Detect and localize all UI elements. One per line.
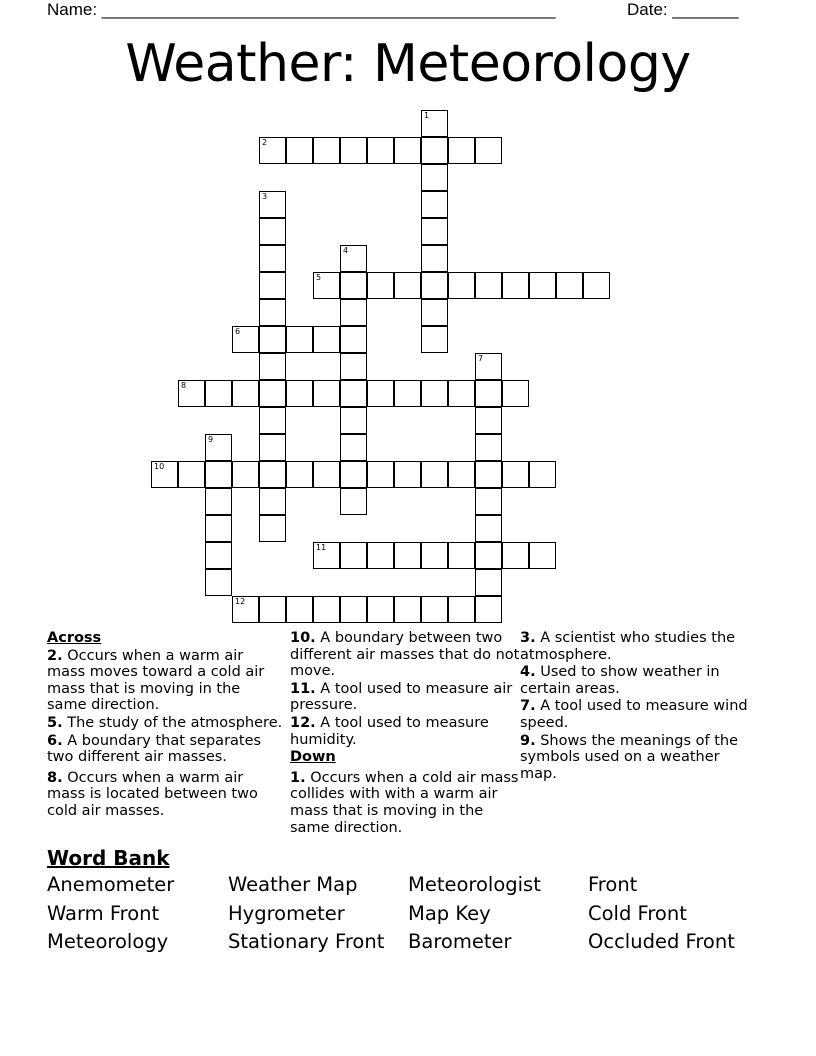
grid-cell[interactable]: [286, 326, 313, 353]
grid-cell[interactable]: [340, 245, 367, 272]
grid-cell[interactable]: [151, 461, 178, 488]
grid-cell[interactable]: [340, 434, 367, 461]
grid-cell[interactable]: [313, 542, 340, 569]
grid-cell[interactable]: [340, 596, 367, 623]
grid-cell[interactable]: [502, 542, 529, 569]
grid-cell[interactable]: [394, 542, 421, 569]
across-heading: Across: [47, 630, 102, 646]
grid-cell[interactable]: [421, 110, 448, 137]
grid-cell[interactable]: [421, 218, 448, 245]
grid-cell[interactable]: [448, 542, 475, 569]
grid-cell[interactable]: [340, 380, 367, 407]
grid-cell[interactable]: [313, 596, 340, 623]
grid-cell[interactable]: [421, 245, 448, 272]
grid-cell[interactable]: [259, 407, 286, 434]
grid-cell[interactable]: [205, 515, 232, 542]
grid-cell[interactable]: [421, 299, 448, 326]
clue-number: 6: [235, 327, 241, 336]
grid-cell[interactable]: [205, 542, 232, 569]
grid-cell[interactable]: [475, 137, 502, 164]
clue-number: 8: [181, 381, 187, 390]
grid-cell[interactable]: [259, 353, 286, 380]
clue-down-1: 1. Occurs when a cold air mass collides with with a warm air mass that is moving in the same direction.: [290, 769, 519, 836]
grid-cell[interactable]: [475, 596, 502, 623]
grid-cell[interactable]: [340, 461, 367, 488]
grid-cell[interactable]: [259, 488, 286, 515]
word-bank-item: Weather Map: [228, 873, 358, 896]
grid-cell[interactable]: [448, 380, 475, 407]
grid-cell[interactable]: [475, 380, 502, 407]
grid-cell[interactable]: [394, 461, 421, 488]
grid-cell[interactable]: [259, 326, 286, 353]
grid-cell[interactable]: [583, 272, 610, 299]
word-bank-item: Warm Front: [47, 901, 160, 925]
grid-cell[interactable]: [475, 488, 502, 515]
clue-across-10: 10. A boundary between two different air masses that do not move.: [290, 630, 520, 680]
grid-cell[interactable]: [529, 461, 556, 488]
grid-cell[interactable]: [340, 353, 367, 380]
grid-cell[interactable]: [502, 461, 529, 488]
grid-cell[interactable]: [205, 380, 232, 407]
grid-cell[interactable]: [502, 380, 529, 407]
clues-column-1: [47, 630, 283, 821]
clue-across-11: 11. A tool used to measure air pressure.: [290, 680, 513, 714]
clues-column-3: [520, 630, 756, 783]
grid-cell[interactable]: [367, 272, 394, 299]
grid-cell[interactable]: [529, 272, 556, 299]
grid-cell[interactable]: [340, 272, 367, 299]
grid-cell[interactable]: [394, 380, 421, 407]
grid-cell[interactable]: [259, 218, 286, 245]
grid-cell[interactable]: [205, 461, 232, 488]
grid-cell[interactable]: [367, 380, 394, 407]
word-bank-item: Cold Front: [588, 901, 687, 925]
clue-number: 4: [343, 246, 349, 255]
grid-cell[interactable]: [340, 407, 367, 434]
grid-cell[interactable]: [313, 272, 340, 299]
grid-cell[interactable]: [421, 326, 448, 353]
grid-cell[interactable]: [367, 461, 394, 488]
word-bank-item: Map Key: [408, 901, 491, 925]
grid-cell[interactable]: [286, 596, 313, 623]
grid-cell[interactable]: [259, 596, 286, 623]
grid-cell[interactable]: [313, 137, 340, 164]
clue-down-9: 9. Shows the meanings of the symbols used on a weather map.: [520, 732, 739, 782]
grid-cell[interactable]: [421, 191, 448, 218]
grid-cell[interactable]: [394, 137, 421, 164]
clue-across-2: 2. Occurs when a warm air mass moves toward a cold air mass that is moving in the same direction.: [47, 647, 265, 714]
grid-cell[interactable]: [340, 299, 367, 326]
word-bank-item: Front: [588, 873, 638, 896]
word-bank-title: Word Bank: [47, 846, 170, 870]
grid-cell[interactable]: [421, 164, 448, 191]
grid-cell[interactable]: [313, 461, 340, 488]
grid-cell[interactable]: [421, 272, 448, 299]
grid-cell[interactable]: [421, 596, 448, 623]
grid-cell[interactable]: [421, 542, 448, 569]
grid-cell[interactable]: [259, 380, 286, 407]
date-field[interactable]: Date: _______: [627, 0, 739, 19]
grid-cell[interactable]: [232, 461, 259, 488]
clue-number: 1: [424, 111, 430, 120]
grid-cell[interactable]: [232, 326, 259, 353]
clue-number: 3: [262, 192, 268, 201]
grid-cell[interactable]: [475, 569, 502, 596]
grid-cell[interactable]: [448, 461, 475, 488]
grid-cell[interactable]: [232, 380, 259, 407]
word-bank-item: Barometer: [408, 930, 512, 953]
grid-cell[interactable]: [286, 461, 313, 488]
clue-number: 12: [235, 597, 246, 606]
clue-across-5: 5. The study of the atmosphere.: [47, 714, 283, 731]
grid-cell[interactable]: [205, 434, 232, 461]
grid-cell[interactable]: [340, 326, 367, 353]
grid-cell[interactable]: [367, 137, 394, 164]
grid-cell[interactable]: [232, 596, 259, 623]
grid-cell[interactable]: [340, 488, 367, 515]
clue-across-6: 6. A boundary that separates two different air masses.: [47, 732, 262, 766]
grid-cell[interactable]: [259, 137, 286, 164]
grid-cell[interactable]: [421, 137, 448, 164]
grid-cell[interactable]: [367, 542, 394, 569]
clue-number: 2: [262, 138, 268, 147]
grid-cell[interactable]: [178, 380, 205, 407]
word-bank-item: Stationary Front: [228, 930, 385, 953]
clue-number: 9: [208, 435, 214, 444]
grid-cell[interactable]: [475, 461, 502, 488]
grid-cell[interactable]: [286, 380, 313, 407]
grid-cell[interactable]: [259, 245, 286, 272]
grid-cell[interactable]: [259, 191, 286, 218]
grid-cell[interactable]: [259, 434, 286, 461]
grid-cell[interactable]: [448, 272, 475, 299]
grid-cell[interactable]: [502, 272, 529, 299]
clue-number: 7: [478, 354, 484, 363]
clues-column-2: [290, 630, 526, 837]
grid-cell[interactable]: [313, 380, 340, 407]
clue-across-8: 8. Occurs when a warm air mass is located between two cold air masses.: [47, 769, 258, 819]
grid-cell[interactable]: [475, 407, 502, 434]
down-heading: Down: [290, 749, 336, 766]
clue-down-4: 4. Used to show weather in certain areas.: [520, 664, 720, 697]
grid-cell[interactable]: [340, 542, 367, 569]
grid-cell[interactable]: [448, 596, 475, 623]
clue-number: 11: [316, 543, 327, 552]
grid-cell[interactable]: [475, 542, 502, 569]
word-bank-item: Meteorology: [47, 930, 169, 953]
grid-cell[interactable]: [313, 326, 340, 353]
grid-cell[interactable]: [205, 569, 232, 596]
grid-cell[interactable]: [259, 461, 286, 488]
grid-cell[interactable]: [178, 461, 205, 488]
word-bank-item: Anemometer: [47, 873, 175, 896]
clue-down-3: 3. A scientist who studies the atmosphere.: [520, 630, 736, 663]
clue-across-12: 12. A tool used to measure humidity.: [290, 714, 489, 748]
grid-cell[interactable]: [205, 488, 232, 515]
clue-down-7: 7. A tool used to measure wind speed.: [520, 698, 748, 731]
grid-cell[interactable]: [394, 596, 421, 623]
grid-cell[interactable]: [475, 515, 502, 542]
grid-cell[interactable]: [286, 137, 313, 164]
grid-cell[interactable]: [259, 515, 286, 542]
grid-cell[interactable]: [367, 596, 394, 623]
clue-number: 10: [154, 462, 165, 471]
grid-cell[interactable]: [529, 542, 556, 569]
page-title: Weather: Meteorology: [125, 34, 691, 94]
grid-cell[interactable]: [448, 137, 475, 164]
word-bank-item: Hygrometer: [228, 901, 345, 925]
grid-cell[interactable]: [421, 461, 448, 488]
word-bank-item: Meteorologist: [408, 873, 541, 896]
name-field[interactable]: Name: ________________________________________________: [47, 0, 556, 19]
clue-number: 5: [316, 273, 322, 282]
grid-cell[interactable]: [259, 299, 286, 326]
grid-cell[interactable]: [475, 434, 502, 461]
grid-cell[interactable]: [475, 353, 502, 380]
grid-cell[interactable]: [556, 272, 583, 299]
word-bank-item: Occluded Front: [588, 930, 735, 953]
grid-cell[interactable]: [340, 137, 367, 164]
grid-cell[interactable]: [421, 380, 448, 407]
grid-cell[interactable]: [394, 272, 421, 299]
grid-cell[interactable]: [259, 272, 286, 299]
grid-cell[interactable]: [475, 272, 502, 299]
